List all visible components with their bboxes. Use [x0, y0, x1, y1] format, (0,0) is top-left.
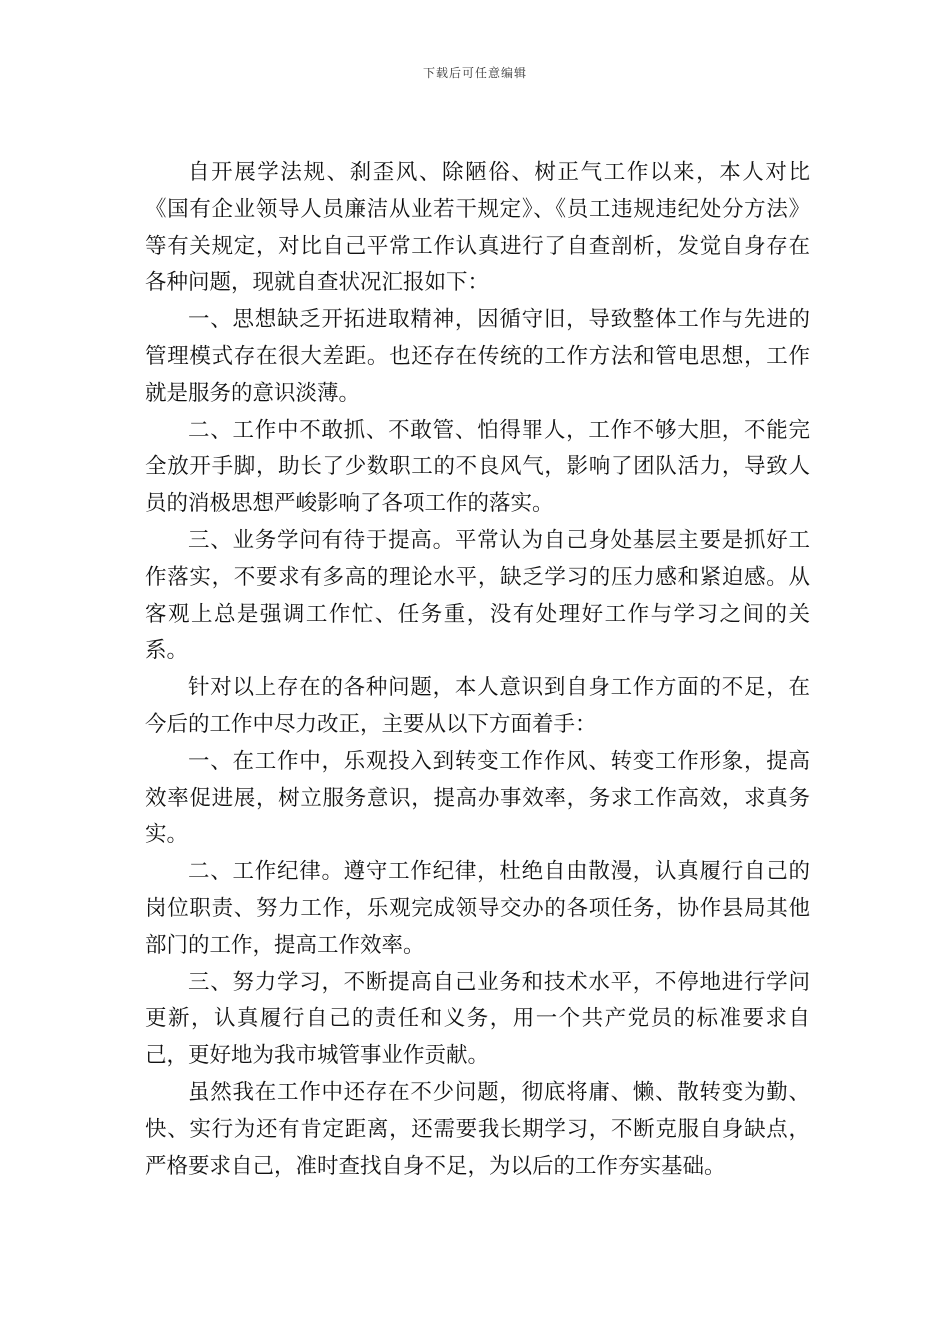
- paragraph-measure-1: 一、在工作中，乐观投入到转变工作作风、转变工作形象，提高效率促进展，树立服务意识，提高办事效率，务求工作高效，求真务实。: [145, 748, 810, 848]
- paragraph-intro: 自开展学法规、刹歪风、除陋俗、树正气工作以来，本人对比《国有企业领导人员廉洁从业若干规定》、《员工违规违纪处分方法》等有关规定，对比自己平常工作认真进行了自查剖析，发觉自身存在各种问题，现就自查状况汇报如下：: [145, 160, 810, 296]
- document-body: [145, 155, 810, 1185]
- paragraph-conclusion: 虽然我在工作中还存在不少问题，彻底将庸、懒、散转变为勤、快、实行为还有肯定距离，还需要我长期学习，不断克服自身缺点，严格要求自己，准时查找自身不足，为以后的工作夯实基础。: [145, 1079, 810, 1179]
- paragraph-problem-2: 二、工作中不敢抓、不敢管、怕得罪人，工作不够大胆，不能完全放开手脚，助长了少数职工的不良风气，影响了团队活力，导致人员的消极思想严峻影响了各项工作的落实。: [145, 417, 810, 517]
- paragraph-problem-3: 三、业务学问有待于提高。平常认为自己身处基层主要是抓好工作落实，不要求有多高的理论水平，缺乏学习的压力感和紧迫感。从客观上总是强调工作忙、任务重，没有处理好工作与学习之间的关系。: [145, 527, 810, 664]
- paragraph-measure-3: 三、努力学习，不断提高自己业务和技术水平，不停地进行学问更新，认真履行自己的责任和义务，用一个共产党员的标准要求自己，更好地为我市城管事业作贡献。: [145, 969, 810, 1069]
- header-note: 下载后可任意编辑: [422, 66, 527, 80]
- paragraph-measure-2: 二、工作纪律。遵守工作纪律，杜绝自由散漫，认真履行自己的岗位职责、努力工作，乐观完成领导交办的各项任务，协作县局其他部门的工作，提高工作效率。: [145, 859, 810, 958]
- paragraph-problem-1: 一、思想缺乏开拓进取精神，因循守旧，导致整体工作与先进的管理模式存在很大差距。也还存在传统的工作方法和管电思想，工作就是服务的意识淡薄。: [145, 307, 810, 406]
- paragraph-transition: 针对以上存在的各种问题，本人意识到自身工作方面的不足，在今后的工作中尽力改正，主要从以下方面着手：: [145, 675, 810, 737]
